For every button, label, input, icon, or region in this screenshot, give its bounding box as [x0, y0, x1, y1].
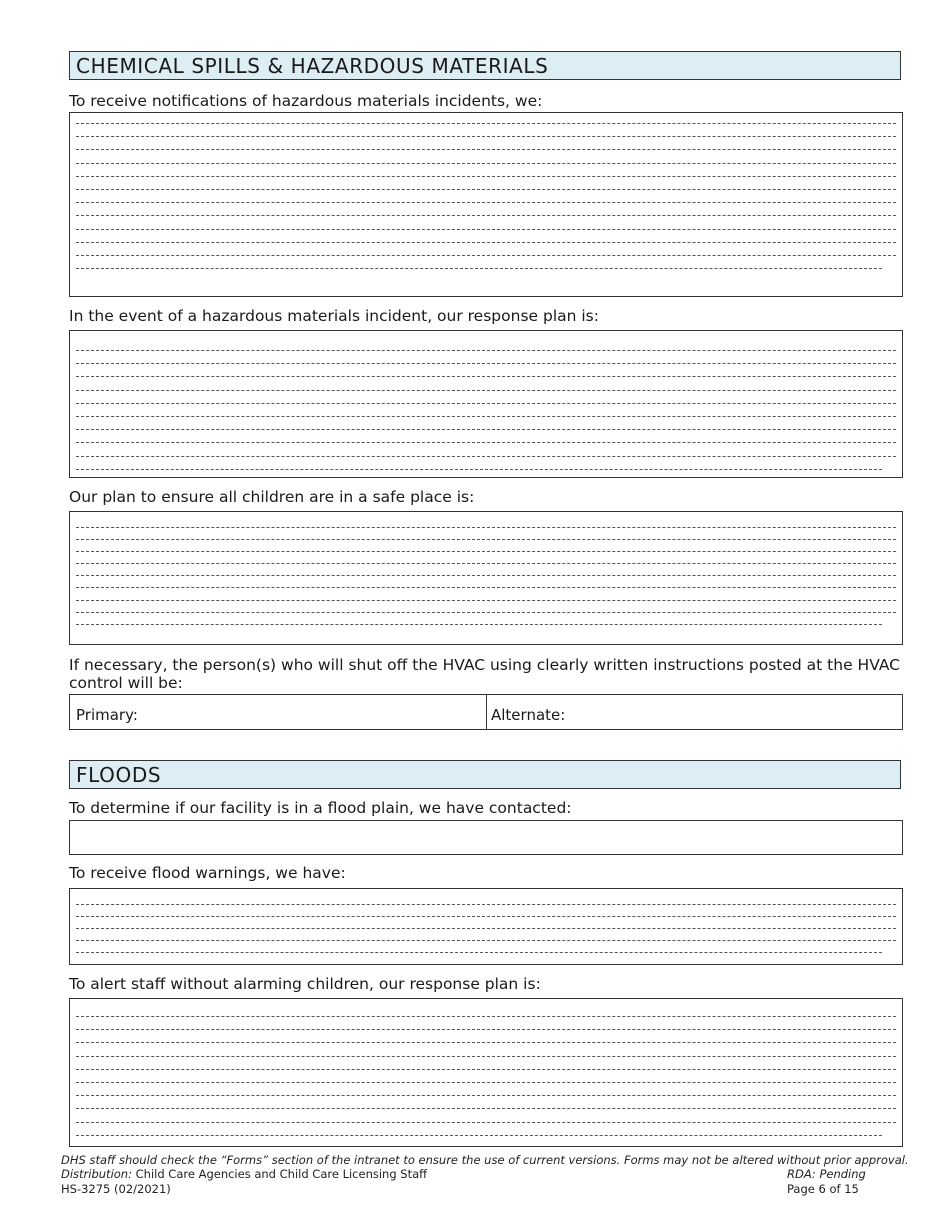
field-hazmat-notifications[interactable] [69, 112, 903, 297]
label-children-safe: Our plan to ensure all children are in a safe place is: [69, 488, 475, 506]
field-children-safe[interactable] [69, 511, 903, 645]
writing-lines [76, 527, 896, 636]
writing-lines [76, 1016, 896, 1148]
field-flood-plain[interactable] [69, 820, 903, 855]
distribution-value: Child Care Agencies and Child Care Licensing Staff [135, 1167, 428, 1181]
footer-notice: DHS staff should check the “Forms” section of the intranet to ensure the use of current versions. Forms may not be altered without prior approval. [61, 1153, 909, 1167]
writing-lines [76, 123, 896, 281]
label-flood-plain: To determine if our facility is in a flood plain, we have contacted: [69, 799, 572, 817]
hvac-alternate-field[interactable]: Alternate: [491, 706, 566, 724]
writing-lines [76, 904, 896, 964]
footer-page-number: Page 6 of 15 [787, 1182, 859, 1196]
label-hazmat-notifications: To receive notifications of hazardous materials incidents, we: [69, 92, 543, 110]
label-alert-staff: To alert staff without alarming children, our response plan is: [69, 975, 541, 993]
label-hazmat-response: In the event of a hazardous materials incident, our response plan is: [69, 307, 599, 325]
footer-form-number: HS-3275 (02/2021) [61, 1182, 171, 1196]
section-header-chemical: CHEMICAL SPILLS & HAZARDOUS MATERIALS [69, 51, 901, 80]
field-hazmat-response[interactable] [69, 330, 903, 478]
distribution-label: Distribution: [61, 1167, 132, 1181]
label-hvac: If necessary, the person(s) who will shut off the HVAC using clearly written instructions posted at the HVAC control will be: [69, 656, 900, 692]
field-flood-warnings[interactable] [69, 888, 903, 965]
writing-lines [76, 350, 896, 482]
field-alert-staff[interactable] [69, 998, 903, 1147]
label-flood-warnings: To receive flood warnings, we have: [69, 864, 346, 882]
footer-rda: RDA: Pending [787, 1167, 866, 1181]
hvac-contacts-row [69, 694, 903, 730]
footer-distribution [61, 1167, 427, 1181]
section-header-floods: FLOODS [69, 760, 901, 789]
hvac-primary-field[interactable]: Primary: [70, 695, 487, 729]
